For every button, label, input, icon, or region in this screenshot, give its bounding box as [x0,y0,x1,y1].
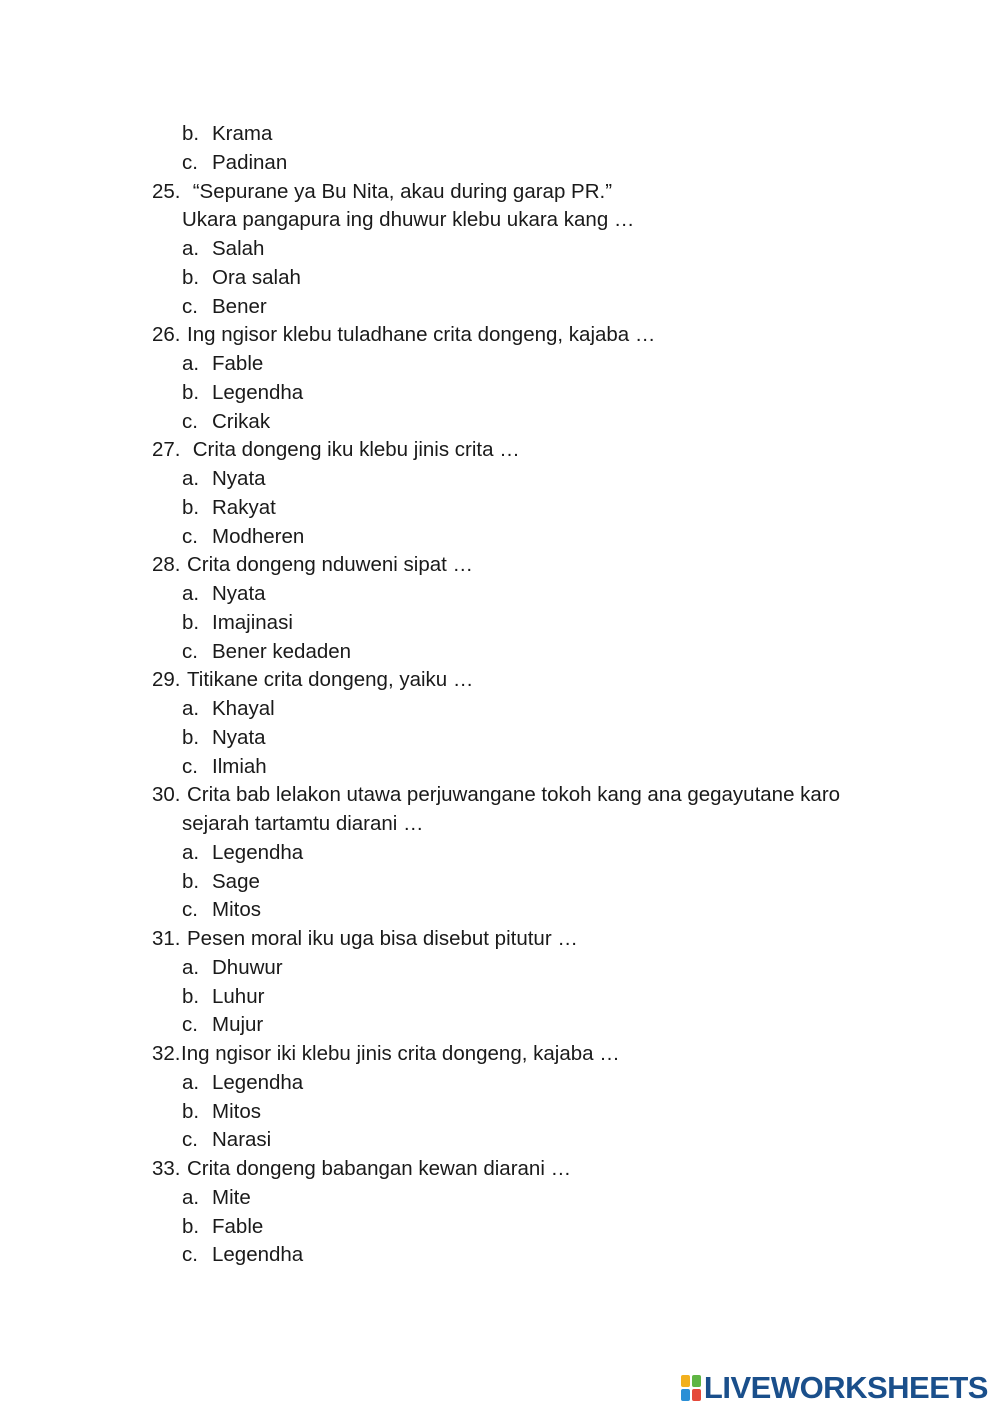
option-letter: a. [182,467,200,490]
liveworksheets-logo [681,1370,988,1406]
option-letter: a. [182,955,200,979]
question-number: 28. [152,553,181,577]
option-letter: a. [182,1185,200,1209]
option-text: Luhur [212,984,265,1008]
option-text: Sage [212,869,260,893]
question-list [152,120,932,1270]
question-text: Crita dongeng nduweni sipat … [187,553,474,577]
answer-option [152,1098,932,1127]
question-text-continuation: Ukara pangapura ing dhuwur klebu ukara kang … [182,208,635,232]
question-text: Crita dongeng babangan kewan diarani … [187,1157,572,1180]
option-text: Crikak [212,409,271,433]
answer-option [152,120,932,149]
option-text: Khayal [212,697,275,720]
answer-option [152,839,932,868]
answer-option [152,293,932,322]
question-line [152,178,932,207]
question-number: 29. [152,668,181,692]
option-letter: c. [182,524,198,548]
answer-option [152,235,932,264]
question-text: Crita dongeng iku klebu jinis crita … [187,438,520,462]
option-text: Rakyat [212,495,276,519]
option-letter: c. [182,1243,198,1267]
answer-option [152,724,932,753]
option-text: Nyata [212,582,266,605]
question-block [152,781,932,925]
question-number: 33. [152,1157,181,1180]
answer-option [152,149,932,178]
question-number: 32. [152,1042,181,1065]
option-text: Narasi [212,1128,272,1152]
option-letter: b. [182,1214,200,1238]
option-letter: c. [182,294,198,318]
option-letter: a. [182,1070,200,1094]
option-letter: b. [182,380,200,404]
option-letter: c. [182,639,198,663]
question-line [152,925,932,954]
question-number: 30. [152,783,181,807]
option-letter: b. [182,984,200,1008]
option-text: Mujur [212,1013,264,1037]
answer-option [152,408,932,437]
question-block [152,178,932,322]
option-text: Legendha [212,840,304,864]
question-block [152,666,932,781]
answer-option [152,494,932,523]
answer-option [152,868,932,897]
option-letter: c. [182,754,198,778]
answer-option [152,896,932,925]
answer-option [152,638,932,667]
option-text: Bener [212,294,267,318]
question-block [152,925,932,1040]
question-line [152,321,932,350]
option-text: Mitos [212,1099,261,1123]
option-letter: b. [182,725,200,749]
question-text: Pesen moral iku uga bisa disebut pitutur … [187,927,578,950]
answer-option [152,1184,932,1213]
question-block [152,436,932,551]
option-text: Imajinasi [212,610,293,634]
question-line [152,551,932,580]
option-letter: c. [182,898,198,922]
option-text: Fable [212,352,264,375]
answer-option [152,465,932,494]
question-block [152,1155,932,1270]
question-line [152,1040,932,1069]
option-text: Fable [212,1214,264,1238]
question-text: Ing ngisor iki klebu jinis crita dongeng, kajaba … [181,1042,620,1065]
option-text: Nyata [212,467,266,490]
option-text: Legendha [212,1070,304,1094]
answer-option [152,1011,932,1040]
option-letter: a. [182,352,200,375]
answer-option [152,1213,932,1242]
answer-option [152,753,932,782]
question-number: 27. [152,438,181,462]
question-number: 31. [152,927,181,950]
answer-option [152,1069,932,1098]
option-letter: a. [182,582,200,605]
answer-option [152,350,932,379]
liveworksheets-logo-icon [681,1375,701,1401]
question-block [152,551,932,666]
question-line [152,1155,932,1184]
option-letter: b. [182,265,200,289]
option-letter: b. [182,869,200,893]
option-text: Legendha [212,380,304,404]
answer-option [152,523,932,552]
answer-option [152,695,932,724]
option-letter: b. [182,495,200,519]
option-letter: c. [182,1013,198,1037]
option-text: Dhuwur [212,955,283,979]
answer-option [152,379,932,408]
option-letter: b. [182,610,200,634]
option-letter: c. [182,1128,198,1152]
question-block [152,321,932,436]
answer-option [152,983,932,1012]
option-text: Padinan [212,150,288,174]
option-text: Mite [212,1185,251,1209]
question-line [152,781,932,810]
option-text: Legendha [212,1243,304,1267]
option-letter: a. [182,237,200,260]
answer-option [152,954,932,983]
question-number: 26. [152,323,181,347]
option-letter: b. [182,122,200,145]
option-letter: a. [182,840,200,864]
answer-option [152,1241,932,1270]
option-text: Bener kedaden [212,639,352,663]
question-text-continuation: sejarah tartamtu diarani … [182,812,424,835]
question-text: “Sepurane ya Bu Nita, akau during garap PR.” [187,179,613,203]
option-text: Krama [212,122,273,145]
question-number: 25. [152,179,181,203]
answer-option [152,1126,932,1155]
option-text: Modheren [212,524,305,548]
question-line [152,436,932,465]
answer-option [152,609,932,638]
option-text: Ora salah [212,265,301,289]
question-line [152,666,932,695]
answer-option [152,264,932,293]
option-letter: b. [182,1099,200,1123]
option-text: Salah [212,237,265,260]
option-text: Mitos [212,898,261,922]
answer-option [152,580,932,609]
question-text: Crita bab lelakon utawa perjuwangane tokoh kang ana gegayutane karo [187,783,841,807]
question-text: Titikane crita dongeng, yaiku … [187,668,474,692]
logo-text: LIVEWORKSHEETS [703,1370,988,1405]
option-letter: c. [182,409,198,433]
question-block [152,1040,932,1155]
option-text: Nyata [212,725,266,749]
option-letter: a. [182,697,200,720]
option-letter: c. [182,150,198,174]
option-text: Ilmiah [212,754,267,778]
question-text: Ing ngisor klebu tuladhane crita dongeng, kajaba … [187,323,656,347]
